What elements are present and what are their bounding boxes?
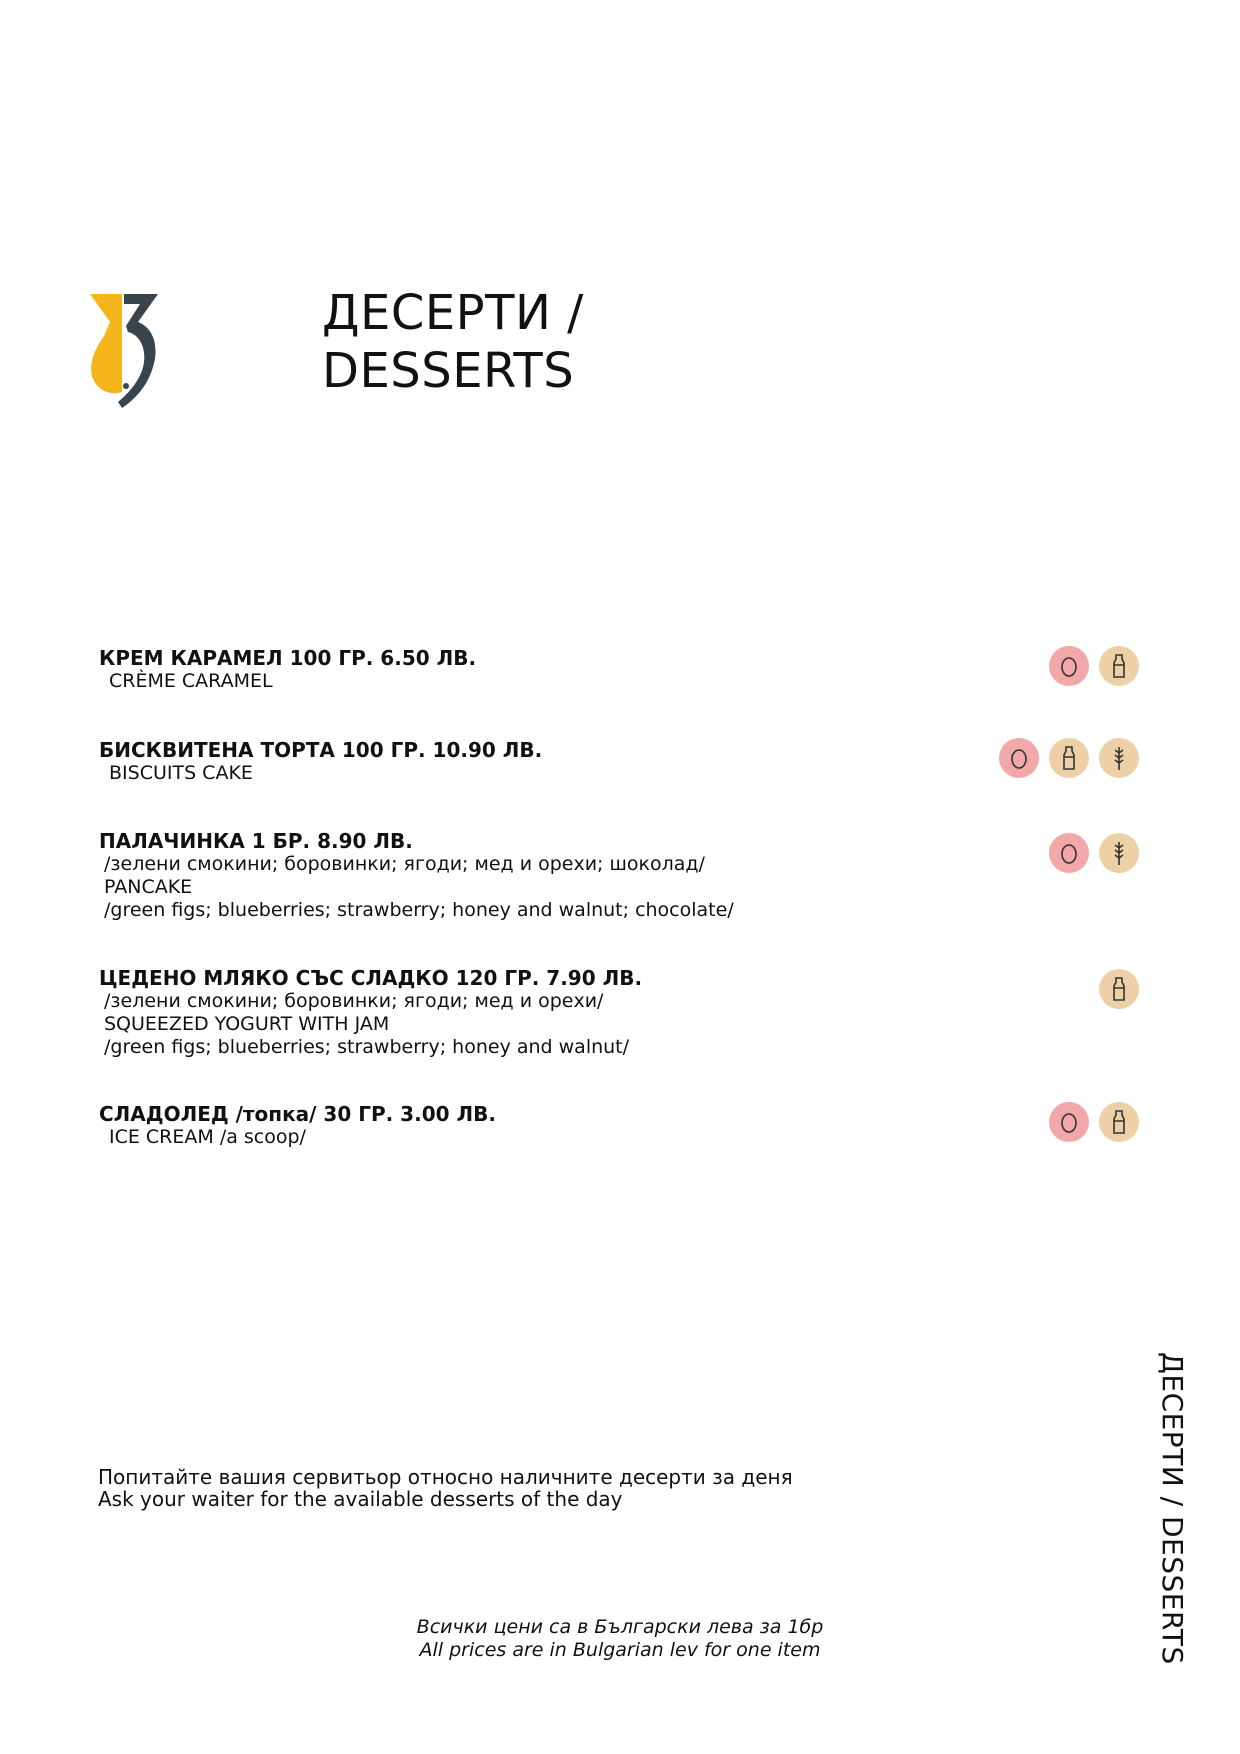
gluten-icon bbox=[1099, 738, 1139, 778]
item-english-name: SQUEEZED YOGURT WITH JAM bbox=[104, 1013, 390, 1035]
item-name: КРЕМ КАРАМЕЛ 100 ГР. 6.50 ЛВ. bbox=[99, 646, 477, 670]
waiter-note-en: Ask your waiter for the available desserts of the day bbox=[98, 1487, 623, 1511]
price-footer-en: All prices are in Bulgarian lev for one item bbox=[419, 1639, 821, 1661]
menu-item-pancake bbox=[99, 829, 1139, 922]
menu-item-biscuits-cake bbox=[99, 738, 1139, 785]
allergen-icons bbox=[1049, 1102, 1139, 1142]
allergen-icons bbox=[1049, 646, 1139, 686]
menu-item-squeezed-yogurt bbox=[99, 966, 1139, 1059]
allergen-icons bbox=[1049, 833, 1139, 873]
item-english-name: BISCUITS CAKE bbox=[109, 762, 253, 784]
item-description-en: /green figs; blueberries; strawberry; honey and walnut/ bbox=[104, 1036, 630, 1058]
milk-icon bbox=[1099, 646, 1139, 686]
page-title bbox=[322, 284, 584, 400]
item-name: БИСКВИТЕНА ТОРТА 100 ГР. 10.90 ЛВ. bbox=[99, 738, 543, 762]
side-section-label bbox=[1155, 1352, 1189, 1672]
gluten-icon bbox=[1099, 833, 1139, 873]
item-description-bg: /зелени смокини; боровинки; ягоди; мед и орехи/ bbox=[104, 990, 604, 1012]
milk-icon bbox=[1099, 969, 1139, 1009]
egg-icon bbox=[1049, 1102, 1089, 1142]
milk-icon bbox=[1099, 1102, 1139, 1142]
milk-icon bbox=[1049, 738, 1089, 778]
title-line-1: ДЕСЕРТИ / bbox=[322, 285, 584, 341]
egg-icon bbox=[1049, 833, 1089, 873]
item-name: СЛАДОЛЕД /топка/ 30 ГР. 3.00 ЛВ. bbox=[99, 1102, 496, 1126]
item-description-bg: /зелени смокини; боровинки; ягоди; мед и орехи; шоколад/ bbox=[104, 853, 705, 875]
egg-icon bbox=[1049, 646, 1089, 686]
waiter-note-bg: Попитайте вашия сервитьор относно наличните десерти за деня bbox=[98, 1465, 793, 1489]
item-name: ЦЕДЕНО МЛЯКО СЪС СЛАДКО 120 ГР. 7.90 ЛВ. bbox=[99, 966, 643, 990]
item-english-name: PANCAKE bbox=[104, 876, 193, 898]
allergen-icons bbox=[999, 738, 1139, 778]
item-name: ПАЛАЧИНКА 1 БР. 8.90 ЛВ. bbox=[99, 829, 413, 853]
allergen-icons bbox=[1099, 969, 1139, 1009]
menu-item-ice-cream bbox=[99, 1102, 1139, 1149]
item-english-name: ICE CREAM /a scoop/ bbox=[109, 1126, 306, 1148]
price-footer bbox=[0, 1616, 1240, 1662]
waiter-note bbox=[98, 1466, 793, 1510]
side-label-text: ДЕСЕРТИ / DESSERTS bbox=[1156, 1352, 1189, 1665]
restaurant-logo bbox=[88, 292, 160, 410]
item-english-name: CRÈME CARAMEL bbox=[109, 670, 273, 692]
egg-icon bbox=[999, 738, 1039, 778]
price-footer-bg: Всички цени са в Български лева за 1бр bbox=[416, 1616, 824, 1638]
menu-item-creme-caramel bbox=[99, 646, 1139, 693]
item-description-en: /green figs; blueberries; strawberry; honey and walnut; chocolate/ bbox=[104, 899, 734, 921]
title-line-2: DESSERTS bbox=[322, 343, 575, 399]
